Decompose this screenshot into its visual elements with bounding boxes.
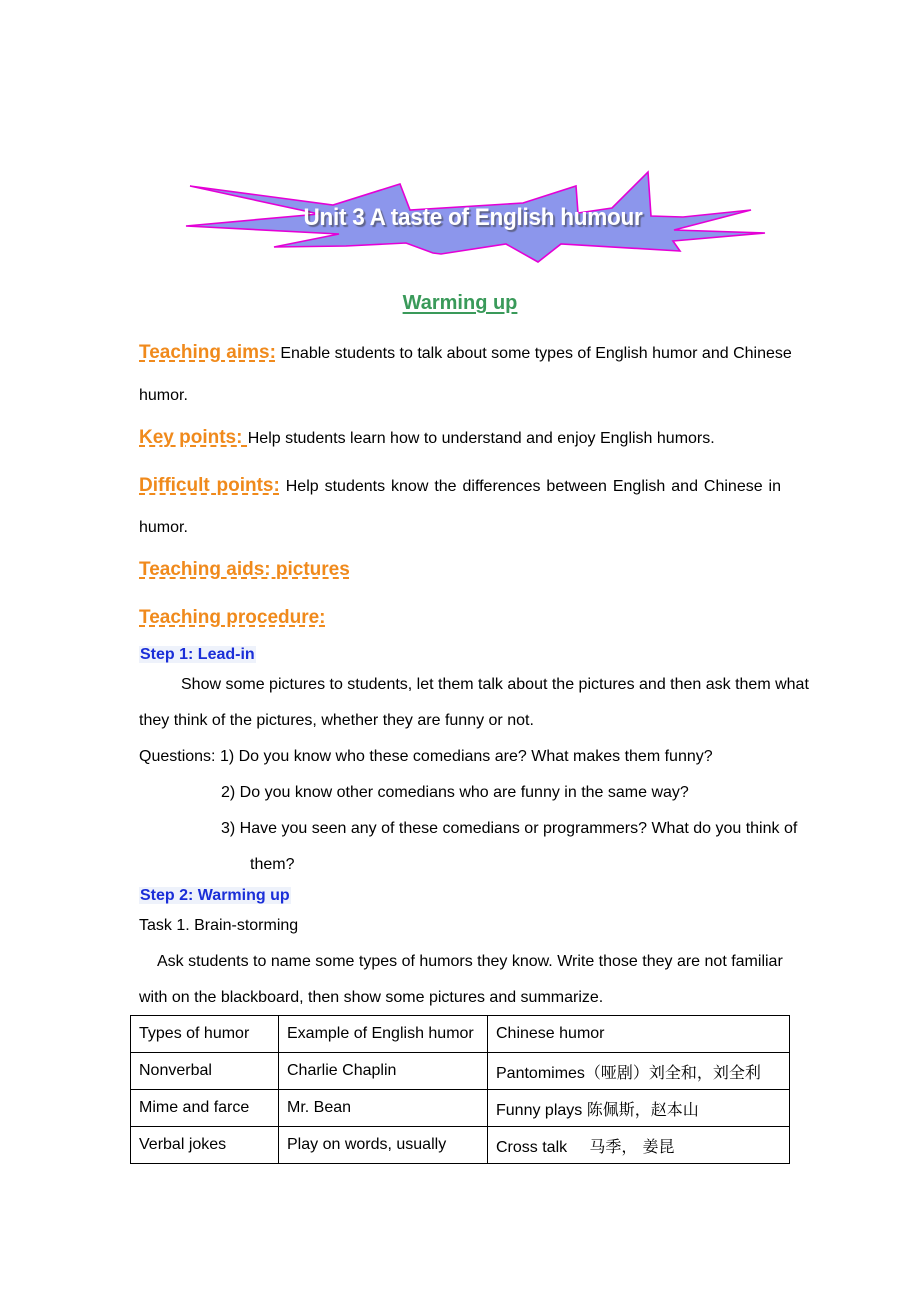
table-cell-type: Nonverbal bbox=[131, 1053, 279, 1090]
teaching-procedure-label: Teaching procedure: bbox=[139, 607, 326, 628]
table-header-cell: Types of humor bbox=[131, 1016, 279, 1053]
question-2: 2) Do you know other comedians who are funny in the same way? bbox=[221, 784, 689, 801]
step1-title: Step 1: Lead-in bbox=[140, 646, 255, 663]
teaching-aids-line bbox=[139, 560, 781, 581]
table-cell-chinese bbox=[488, 1053, 790, 1090]
question-3-line1: 3) Have you seen any of these comedians or programmers? What do you think of bbox=[221, 820, 798, 837]
chinese-humor-en: Cross talk bbox=[496, 1138, 568, 1156]
chinese-humor-zh: 陈佩斯，赵本山 bbox=[586, 1099, 699, 1119]
key-points-text: Help students learn how to understand and enjoy English humors. bbox=[247, 430, 715, 447]
task-1-title: Task 1. Brain-storming bbox=[139, 917, 299, 934]
teaching-aims-line bbox=[139, 342, 792, 364]
table-header-cell: Chinese humor bbox=[488, 1016, 790, 1053]
chinese-humor-zh: （哑剧）刘全和，刘全利 bbox=[584, 1062, 761, 1082]
table-row bbox=[131, 1053, 790, 1090]
section-title-warming-up: Warming up bbox=[402, 292, 518, 314]
table-cell-example: Play on words, usually bbox=[279, 1127, 488, 1164]
step1-paragraph-line2: they think of the pictures, whether they are funny or not. bbox=[139, 712, 534, 729]
step1-heading-line bbox=[139, 645, 781, 665]
table-header-cell: Example of English humor bbox=[279, 1016, 488, 1053]
table-cell-type: Verbal jokes bbox=[131, 1127, 279, 1164]
table-cell-type: Mime and farce bbox=[131, 1090, 279, 1127]
step2-paragraph-line1: Ask students to name some types of humors they know. Write those they are not familiar bbox=[157, 953, 783, 970]
step2-paragraph-line2: with on the blackboard, then show some pictures and summarize. bbox=[139, 989, 604, 1006]
table-cell-example: Charlie Chaplin bbox=[279, 1053, 488, 1090]
title-banner bbox=[178, 170, 768, 274]
table-header-row bbox=[131, 1016, 790, 1053]
key-points-line bbox=[139, 428, 781, 449]
unit-title: Unit 3 A taste of English humour bbox=[303, 204, 643, 231]
table-row bbox=[131, 1090, 790, 1127]
step2-heading-line bbox=[139, 886, 781, 906]
difficult-points-line bbox=[139, 476, 781, 497]
table-cell-chinese bbox=[488, 1090, 790, 1127]
difficult-points-text: Help students know the differences between English and Chinese in bbox=[279, 478, 782, 495]
step1-paragraph-line1: Show some pictures to students, let them talk about the pictures and then ask them what bbox=[181, 676, 809, 693]
chinese-humor-en: Pantomimes bbox=[496, 1064, 585, 1082]
question-1: 1) Do you know who these comedians are? What makes them funny? bbox=[219, 748, 713, 765]
questions-label: Questions: bbox=[139, 748, 220, 765]
teaching-aims-label: Teaching aims: bbox=[139, 342, 276, 363]
chinese-humor-en: Funny plays bbox=[496, 1101, 583, 1119]
table-row bbox=[131, 1127, 790, 1164]
step2-title: Step 2: Warming up bbox=[140, 887, 290, 904]
key-points-label: Key points: bbox=[139, 427, 248, 448]
difficult-points-label: Difficult points: bbox=[139, 475, 280, 496]
table-cell-example: Mr. Bean bbox=[279, 1090, 488, 1127]
table-cell-chinese bbox=[488, 1127, 790, 1164]
question-1-line bbox=[139, 747, 781, 767]
teaching-aims-text: Enable students to talk about some types of English humor and Chinese bbox=[275, 345, 792, 362]
humor-types-table bbox=[130, 1015, 790, 1164]
teaching-aims-continuation: humor. bbox=[139, 387, 188, 404]
question-3-line2: them? bbox=[250, 856, 295, 873]
teaching-procedure-line bbox=[139, 608, 781, 629]
difficult-points-continuation: humor. bbox=[139, 519, 188, 536]
teaching-aids-label: Teaching aids: pictures bbox=[139, 559, 350, 580]
chinese-humor-zh: 马季， 姜昆 bbox=[589, 1136, 675, 1156]
